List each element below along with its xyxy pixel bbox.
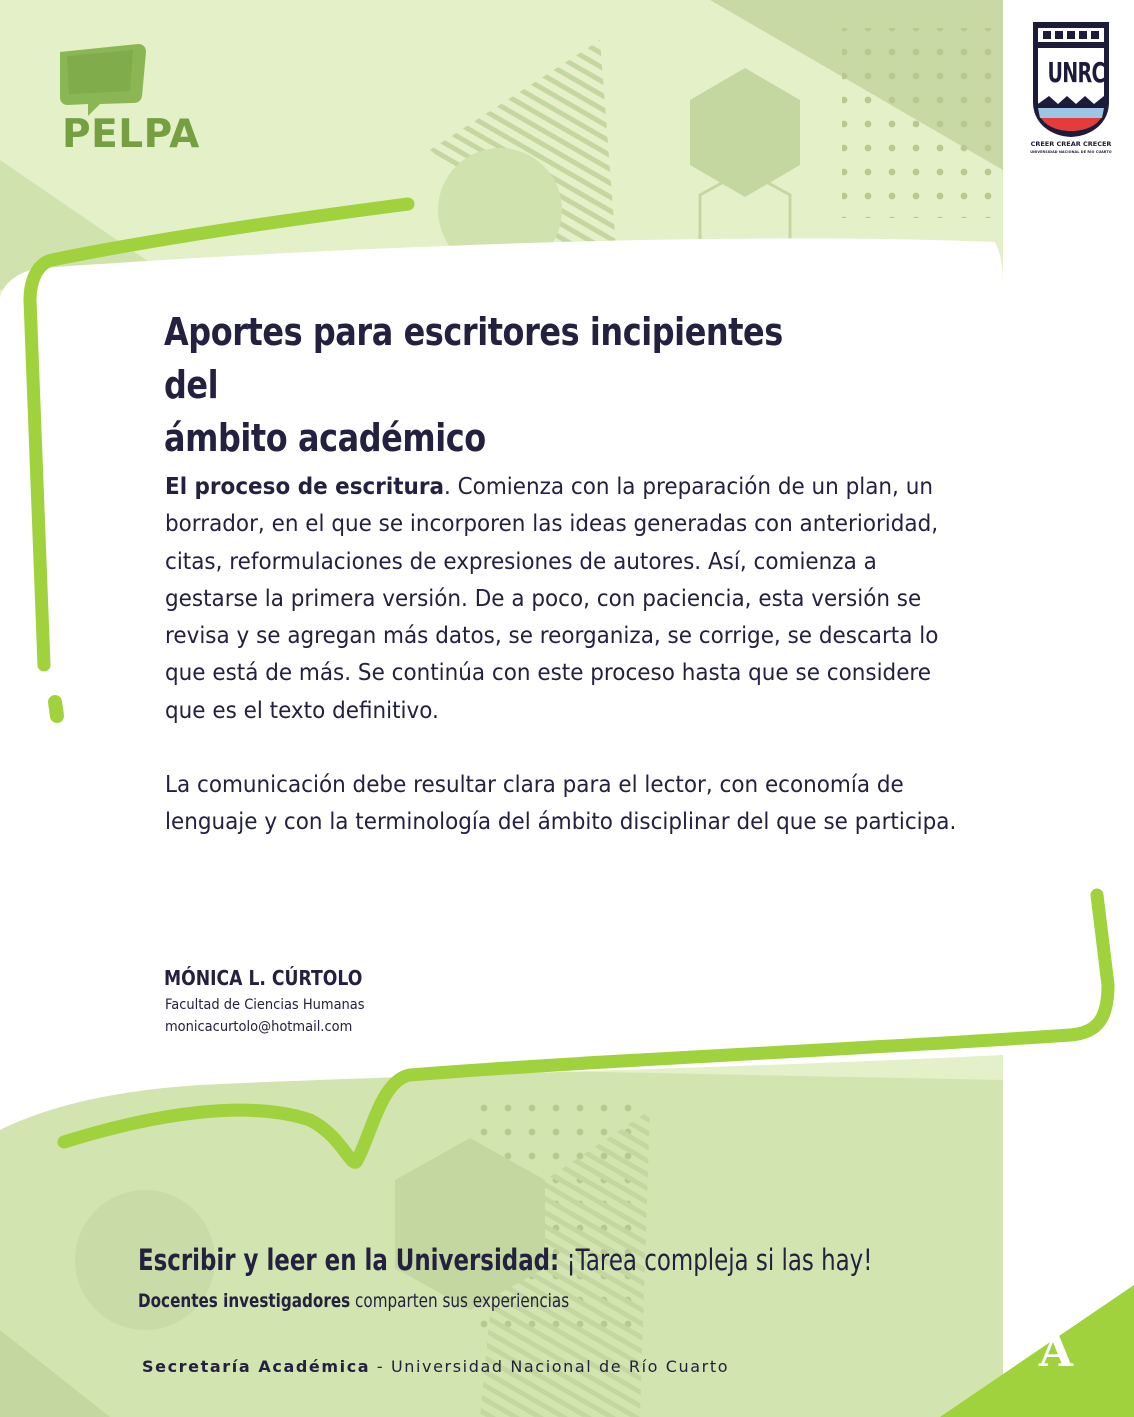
- paragraph-1-text: . Comienza con la preparación de un plan, un borrador, en el que se incorporen las ideas generadas con anterioridad, citas, reformulaciones de expresiones de autores. Así, comienza a gestarse la primera versión. De a poco, con paciencia, esta versión se revisa y se agregan más datos, se reorganiza, se corrige, se descarta lo que está de más. Se continúa con este proceso hasta que se considere que es el texto definitivo.: [165, 472, 939, 724]
- article-body: [165, 468, 956, 841]
- footer-subtitle-rest: comparten sus experiencias: [350, 1290, 570, 1312]
- footer-title-rest: ¡Tarea compleja si las hay!: [559, 1243, 873, 1277]
- corner-letter-badge: A: [1038, 1326, 1074, 1377]
- unrc-subtitle: UNIVERSIDAD NACIONAL DE RÍO CUARTO: [1030, 150, 1112, 154]
- footer-organization: [142, 1357, 729, 1376]
- footer-title: [138, 1243, 872, 1277]
- footer-org-bold: Secretaría Académica: [142, 1357, 371, 1376]
- author-affiliation: Facultad de Ciencias Humanas: [165, 997, 365, 1013]
- unrc-logo-text: UNRC: [1047, 56, 1105, 89]
- paragraph-1: [165, 468, 956, 729]
- author-name: MÓNICA L. CÚRTOLO: [164, 966, 363, 990]
- title-line-2: ámbito académico: [164, 416, 486, 460]
- unrc-tagline: CREER CREAR CRECER: [1030, 140, 1112, 148]
- footer-subtitle: [138, 1290, 569, 1312]
- pelpa-logo-text: PELPA: [62, 112, 200, 157]
- footer-subtitle-bold: Docentes investigadores: [138, 1290, 351, 1312]
- article-title: [164, 306, 836, 465]
- footer-title-bold: Escribir y leer en la Universidad:: [138, 1243, 560, 1277]
- lead-phrase: El proceso de escritura: [165, 472, 444, 500]
- title-line-1: Aportes para escritores incipientes del: [164, 310, 783, 407]
- paragraph-2: La comunicación debe resultar clara para el lector, con economía de lenguaje y con la terminología del ámbito disciplinar del que se participa.: [165, 770, 957, 836]
- author-email[interactable]: monicacurtolo@hotmail.com: [165, 1019, 353, 1035]
- footer-org-rest: - Universidad Nacional de Río Cuarto: [370, 1357, 730, 1376]
